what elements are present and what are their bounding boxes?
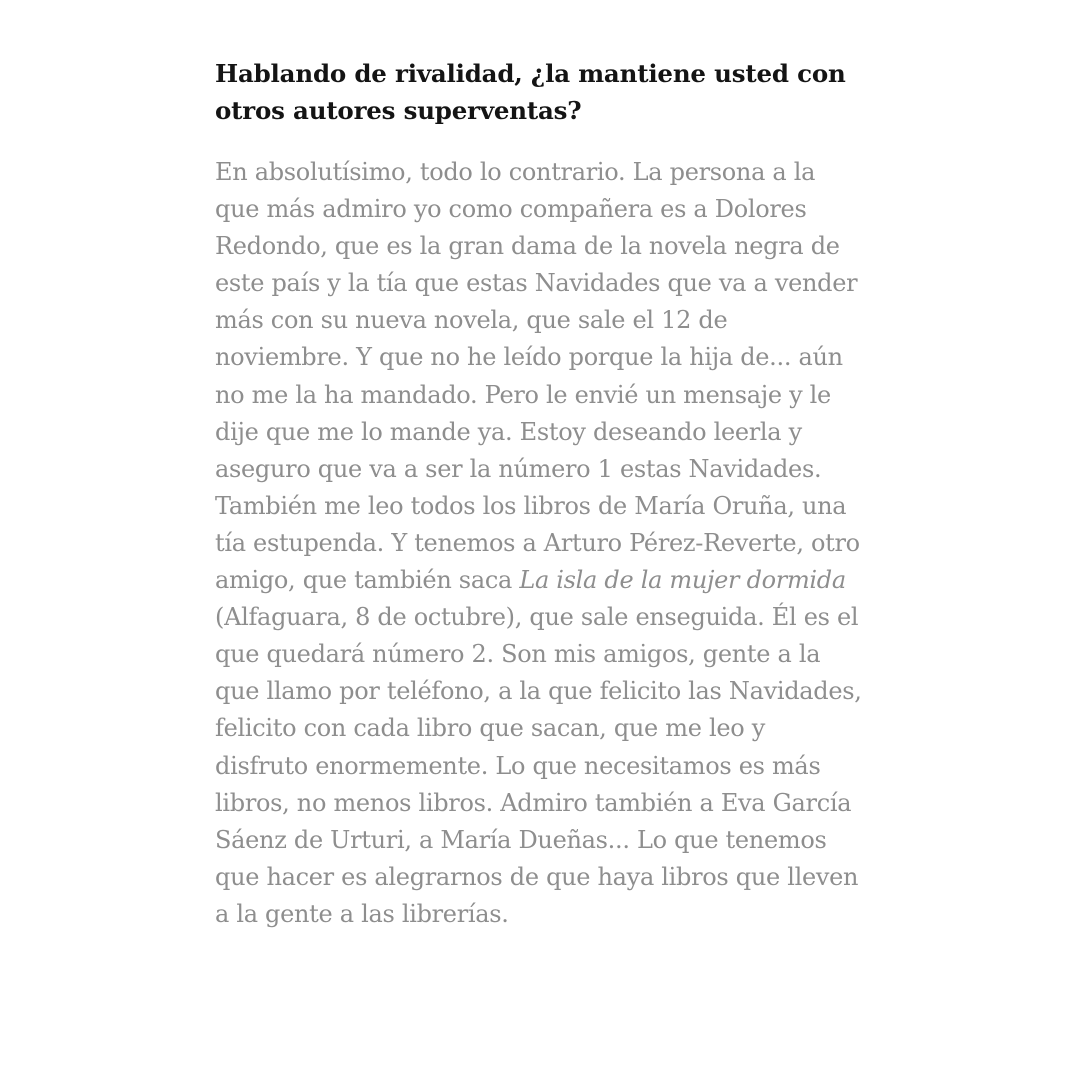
answer-text-part-2: (Alfaguara, 8 de octubre), que sale enseguida. Él es el que quedará número 2. Son mis amigos, gente a la que llamo por teléfono, a la que felicito las Navidades, felicito con cada libro que sacan, que me leo y disfruto enormemente. Lo que necesitamos es más libros, no menos libros. Admiro también a Eva García Sáenz de Urturi, a María Dueñas... Lo que tenemos que hacer es alegrarnos de que haya libros que lleven a la gente a las librerías. xyxy=(215,603,862,928)
interview-question: Hablando de rivalidad, ¿la mantiene usted con otros autores superventas? xyxy=(215,59,846,125)
interview-article xyxy=(215,55,865,933)
book-title: La isla de la mujer dormida xyxy=(519,566,846,595)
answer-text-part-1: En absolutísimo, todo lo contrario. La persona a la que más admiro yo como compañera es a Dolores Redondo, que es la gran dama de la novela negra de este país y la tía que estas Navidades que va a vender más con su nueva novela, que sale el 12 de noviembre. Y que no he leído porque la hija de... aún no me la ha mandado. Pero le envié un mensaje y le dije que me lo mande ya. Estoy deseando leerla y aseguro que va a ser la número 1 estas Navidades. También me leo todos los libros de María Oruña, una tía estupenda. Y tenemos a Arturo Pérez-Reverte, otro amigo, que también saca xyxy=(215,158,860,595)
interview-answer xyxy=(215,154,865,933)
